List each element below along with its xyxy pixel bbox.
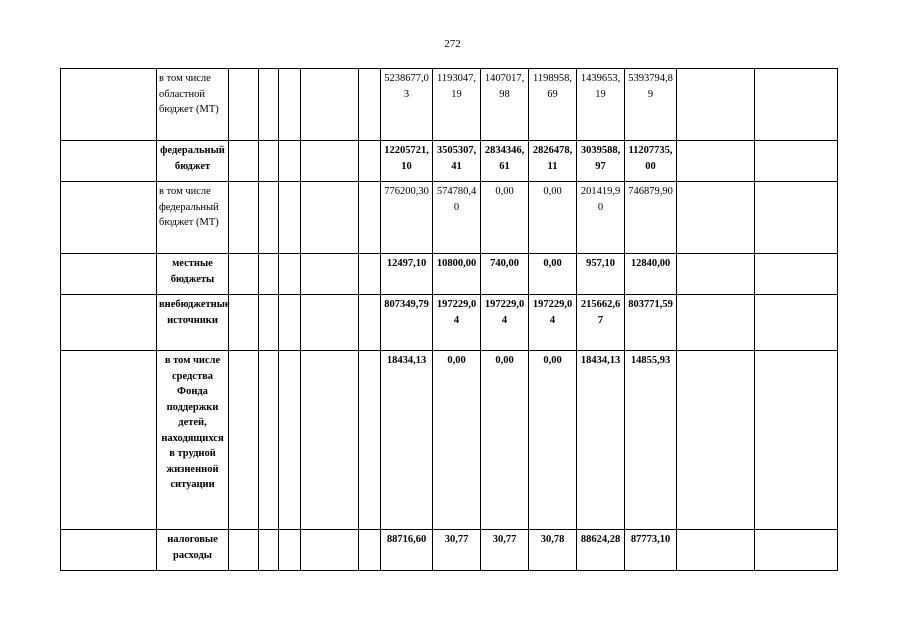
row-label: местные бюджеты [157, 254, 229, 295]
budget-table [60, 68, 838, 571]
value-cell: 746879,90 [625, 182, 677, 254]
value-cell: 957,10 [577, 254, 625, 295]
empty-cell [359, 182, 381, 254]
value-cell: 30,78 [529, 530, 577, 571]
value-cell: 14855,93 [625, 351, 677, 530]
empty-cell [259, 530, 279, 571]
value-cell: 197229,04 [529, 295, 577, 351]
value-cell: 12205721,10 [381, 141, 433, 182]
budget-table-body [61, 69, 838, 571]
page-number: 272 [444, 38, 461, 50]
empty-cell [301, 69, 359, 141]
empty-cell [301, 182, 359, 254]
value-cell: 197229,04 [481, 295, 529, 351]
empty-cell [61, 254, 157, 295]
empty-cell [301, 141, 359, 182]
value-cell: 201419,90 [577, 182, 625, 254]
table-row [61, 295, 838, 351]
value-cell: 740,00 [481, 254, 529, 295]
empty-cell [279, 351, 301, 530]
value-cell: 2826478,11 [529, 141, 577, 182]
empty-cell [301, 530, 359, 571]
empty-cell [229, 254, 259, 295]
row-label: в том числе областной бюджет (МТ) [157, 69, 229, 141]
value-cell: 1193047,19 [433, 69, 481, 141]
empty-cell [755, 69, 838, 141]
empty-cell [61, 351, 157, 530]
value-cell: 215662,67 [577, 295, 625, 351]
value-cell: 0,00 [433, 351, 481, 530]
empty-cell [259, 69, 279, 141]
value-cell: 12497,10 [381, 254, 433, 295]
empty-cell [279, 69, 301, 141]
empty-cell [301, 254, 359, 295]
value-cell: 0,00 [529, 254, 577, 295]
value-cell: 5393794,89 [625, 69, 677, 141]
empty-cell [677, 141, 755, 182]
empty-cell [279, 295, 301, 351]
value-cell: 30,77 [481, 530, 529, 571]
empty-cell [755, 295, 838, 351]
empty-cell [61, 295, 157, 351]
value-cell: 12840,00 [625, 254, 677, 295]
empty-cell [359, 254, 381, 295]
empty-cell [301, 295, 359, 351]
empty-cell [755, 141, 838, 182]
value-cell: 3505307,41 [433, 141, 481, 182]
value-cell: 807349,79 [381, 295, 433, 351]
table-row [61, 254, 838, 295]
row-label: налоговые расходы [157, 530, 229, 571]
value-cell: 0,00 [529, 182, 577, 254]
table-row [61, 530, 838, 571]
value-cell: 0,00 [481, 182, 529, 254]
value-cell: 1439653,19 [577, 69, 625, 141]
empty-cell [359, 295, 381, 351]
empty-cell [677, 530, 755, 571]
empty-cell [229, 351, 259, 530]
value-cell: 3039588,97 [577, 141, 625, 182]
empty-cell [755, 530, 838, 571]
empty-cell [677, 295, 755, 351]
empty-cell [359, 69, 381, 141]
empty-cell [755, 182, 838, 254]
row-label: федеральный бюджет [157, 141, 229, 182]
value-cell: 30,77 [433, 530, 481, 571]
empty-cell [755, 351, 838, 530]
table-row [61, 351, 838, 530]
empty-cell [279, 530, 301, 571]
value-cell: 5238677,03 [381, 69, 433, 141]
value-cell: 18434,13 [381, 351, 433, 530]
value-cell: 0,00 [481, 351, 529, 530]
empty-cell [279, 141, 301, 182]
empty-cell [229, 69, 259, 141]
empty-cell [229, 295, 259, 351]
row-label: в том числе средства Фонда поддержки детей, находящихся в трудной жизненной ситуации [157, 351, 229, 530]
empty-cell [677, 182, 755, 254]
empty-cell [677, 254, 755, 295]
empty-cell [259, 182, 279, 254]
empty-cell [229, 141, 259, 182]
value-cell: 0,00 [529, 351, 577, 530]
empty-cell [61, 141, 157, 182]
empty-cell [259, 295, 279, 351]
empty-cell [259, 141, 279, 182]
empty-cell [359, 141, 381, 182]
value-cell: 87773,10 [625, 530, 677, 571]
empty-cell [229, 182, 259, 254]
value-cell: 18434,13 [577, 351, 625, 530]
empty-cell [61, 530, 157, 571]
value-cell: 1407017,98 [481, 69, 529, 141]
value-cell: 2834346,61 [481, 141, 529, 182]
row-label: внебюджетные источники [157, 295, 229, 351]
empty-cell [755, 254, 838, 295]
value-cell: 10800,00 [433, 254, 481, 295]
empty-cell [61, 69, 157, 141]
empty-cell [61, 182, 157, 254]
empty-cell [301, 351, 359, 530]
empty-cell [279, 254, 301, 295]
empty-cell [259, 254, 279, 295]
value-cell: 776200,30 [381, 182, 433, 254]
value-cell: 574780,40 [433, 182, 481, 254]
empty-cell [677, 69, 755, 141]
value-cell: 1198958,69 [529, 69, 577, 141]
empty-cell [677, 351, 755, 530]
value-cell: 803771,59 [625, 295, 677, 351]
row-label: в том числе федеральный бюджет (МТ) [157, 182, 229, 254]
value-cell: 11207735,00 [625, 141, 677, 182]
empty-cell [279, 182, 301, 254]
value-cell: 88624,28 [577, 530, 625, 571]
value-cell: 197229,04 [433, 295, 481, 351]
table-row [61, 141, 838, 182]
table-row [61, 182, 838, 254]
value-cell: 88716,60 [381, 530, 433, 571]
empty-cell [359, 351, 381, 530]
empty-cell [229, 530, 259, 571]
empty-cell [259, 351, 279, 530]
empty-cell [359, 530, 381, 571]
table-row [61, 69, 838, 141]
